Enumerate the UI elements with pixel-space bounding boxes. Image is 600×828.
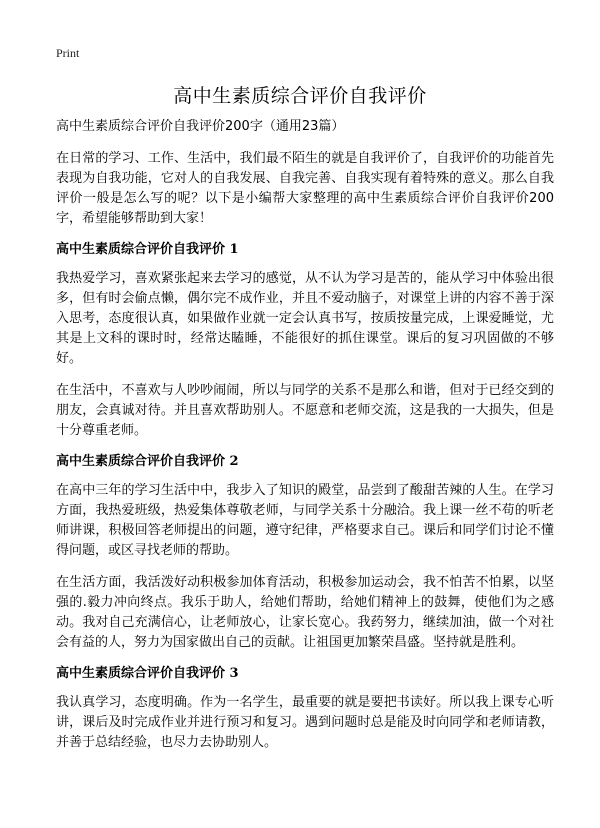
section-heading-3: 高中生素质综合评价自我评价 3	[56, 666, 239, 681]
section-1-paragraph-1: 我热爱学习，喜欢紧张起来去学习的感觉，从不认为学习是苦的，能从学习中体验出很多，但有时会偷点懒，偶尔完不成作业，并且不爱动脑子，对课堂上讲的内容不善于深入思考，态度很认真，如果做作业就一定会认真书写，按质按量完成，上课爱睡觉，尤其是上文科的课时时，经常达瞌睡，不能很好的抓住课堂。课后的复习巩固做的不够好。	[56, 271, 554, 366]
section-2-paragraph-1: 在高中三年的学习生活中中，我步入了知识的殿堂，品尝到了酸甜苦辣的人生。在学习方面，我热爱班级，热爱集体尊敬老师，与同学关系十分融洽。我上课一丝不苟的听老师讲课，积极回答老师提出的问题，遵守纪律，严格要求自己。课后和同学们讨论不懂得问题，或区寻找老师的帮助。	[56, 483, 554, 558]
section-3-paragraph-1: 我认真学习，态度明确。作为一名学生，最重要的就是要把书读好。所以我上课专心听讲，课后及时完成作业并进行预习和复习。遇到问题时总是能及时向同学和老师请教，并善于总结经验，也尽力去协助别人。	[56, 695, 554, 750]
section-heading-2: 高中生素质综合评价自我评价 2	[56, 454, 239, 469]
section-heading-1: 高中生素质综合评价自我评价 1	[56, 242, 239, 257]
page-title: 高中生素质综合评价自我评价	[173, 85, 427, 107]
intro-paragraph: 在日常的学习、工作、生活中，我们最不陌生的就是自我评价了，自我评价的功能首先表现为自我功能，它对人的自我发展、自我完善、自我实现有着特殊的意义。那么自我评价一般是怎么写的呢？以下是小编帮大家整理的高中生素质综合评价自我评价200字，希望能够帮助到大家！	[56, 151, 554, 226]
print-link[interactable]: Print	[56, 46, 80, 60]
section-1-paragraph-2: 在生活中，不喜欢与人吵吵闹闹，所以与同学的关系不是那么和谐，但对于已经交到的朋友，会真诚对待。并且喜欢帮助别人。不愿意和老师交流，这是我的一大损失，但是十分尊重老师。	[56, 383, 554, 438]
article-body	[56, 118, 554, 765]
article-subtitle: 高中生素质综合评价自我评价200字（通用23篇）	[56, 119, 345, 134]
section-2-paragraph-2: 在生活方面，我活泼好动积极参加体育活动，积极参加运动会，我不怕苦不怕累，以坚强的.毅力冲向终点。我乐于助人，给她们帮助，给她们精神上的鼓舞，使他们为之感动。我对自己充满信心，让老师放心，让家长宽心。我药努力，继续加油，做一个对社会有益的人，努力为国家做出自己的贡献。让祖国更加繁荣昌盛。坚持就是胜利。	[56, 575, 554, 650]
